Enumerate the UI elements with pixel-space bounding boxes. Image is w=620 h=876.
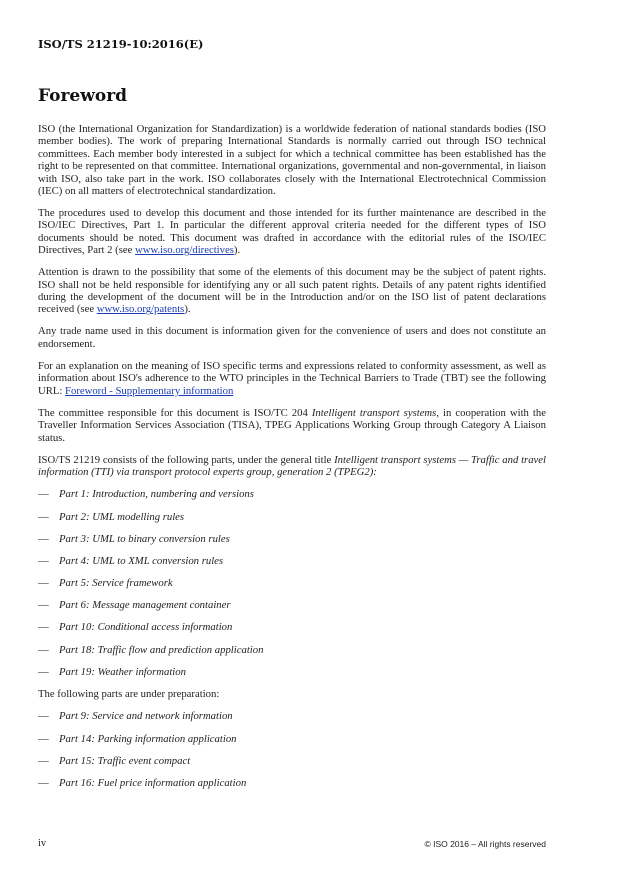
list-item: — Part 16: Fuel price information application — [38, 776, 247, 789]
list-item: — Part 14: Parking information application — [38, 732, 237, 745]
list-item: — Part 5: Service framework — [38, 577, 173, 590]
foreword-body — [38, 123, 546, 799]
supplementary-info-link[interactable]: Foreword - Supplementary information — [65, 384, 234, 397]
list-item: — Part 6: Message management container — [38, 599, 231, 612]
document-id-header: ISO/TS 21219-10:2016(E) — [38, 37, 204, 51]
list-item: — Part 10: Conditional access information — [38, 621, 233, 634]
paragraph-parts-intro: ISO/TS 21219 consists of the following parts, under the general title Intelligent transport systems — Traffic and travel information (TTI) via transport protocol experts group, generation 2 (TPEG2): — [38, 453, 547, 478]
list-item: — Part 4: UML to XML conversion rules — [38, 554, 224, 567]
directives-link[interactable]: www.iso.org/directives — [135, 244, 234, 257]
paragraph-iso-intro: ISO (the International Organization for Standardization) is a worldwide federation of national standards bodies (ISO member bodies). The work of preparing International Standards is normally carried out through ISO technical committees. Each member body interested in a subject for which a technical committee has been established has the right to be represented on that committee. International organizations, governmental and non-governmental, in liaison with ISO, also take part in the work. ISO collaborates closely with the International Electrotechnical Commission (IEC) on all matters of electrotechnical standardization. — [38, 123, 546, 198]
list-item: — Part 9: Service and network information — [38, 710, 233, 723]
list-item: — Part 18: Traffic flow and prediction application — [38, 643, 264, 656]
list-item: — Part 15: Traffic event compact — [38, 754, 191, 767]
patents-link[interactable]: www.iso.org/patents — [96, 303, 185, 316]
list-item: — Part 19: Weather information — [38, 665, 186, 678]
parts-list — [38, 488, 546, 678]
list-item: — Part 1: Introduction, numbering and versions — [38, 488, 254, 501]
copyright-notice: © ISO 2016 – All rights reserved — [424, 839, 546, 849]
page-number: iv — [38, 838, 47, 849]
document-page — [38, 0, 546, 876]
list-item: — Part 3: UML to binary conversion rules — [38, 532, 230, 545]
page-title: Foreword — [38, 86, 128, 106]
paragraph-conformity: For an explanation on the meaning of ISO specific terms and expressions related to conformity assessment, as well as information about ISO's adherence to the WTO principles in the Technical Barriers to Trade (TBT) see the following URL: Foreword - Supplementary information — [38, 359, 546, 397]
paragraph-preparation-intro: The following parts are under preparation: — [38, 688, 220, 700]
paragraph-committee: The committee responsible for this document is ISO/TC 204 Intelligent transport systems, in cooperation with the Traveller Information Services Association (TISA), TPEG Applications Working Group through Category A Liaison status. — [38, 406, 546, 444]
paragraph-procedures: The procedures used to develop this document and those intended for its further maintenance are described in the ISO/IEC Directives, Part 1. In particular the different approval criteria needed for the different types of ISO documents should be noted. This document was drafted in accordance with the editorial rules of the ISO/IEC Directives, Part 2 (see www.iso.org/directives). — [38, 207, 546, 257]
list-item: — Part 2: UML modelling rules — [38, 510, 185, 523]
parts-in-preparation-list — [38, 710, 546, 789]
paragraph-trade-name: Any trade name used in this document is information given for the convenience of users and does not constitute an endorsement. — [38, 325, 546, 350]
paragraph-patents: Attention is drawn to the possibility that some of the elements of this document may be the subject of patent rights. ISO shall not be held responsible for identifying any or all such patent rights. Details of any patent rights identified during the development of the document will be in the Introduction and/or on the ISO list of patent declarations received (see www.iso.org/patents). — [38, 266, 546, 316]
